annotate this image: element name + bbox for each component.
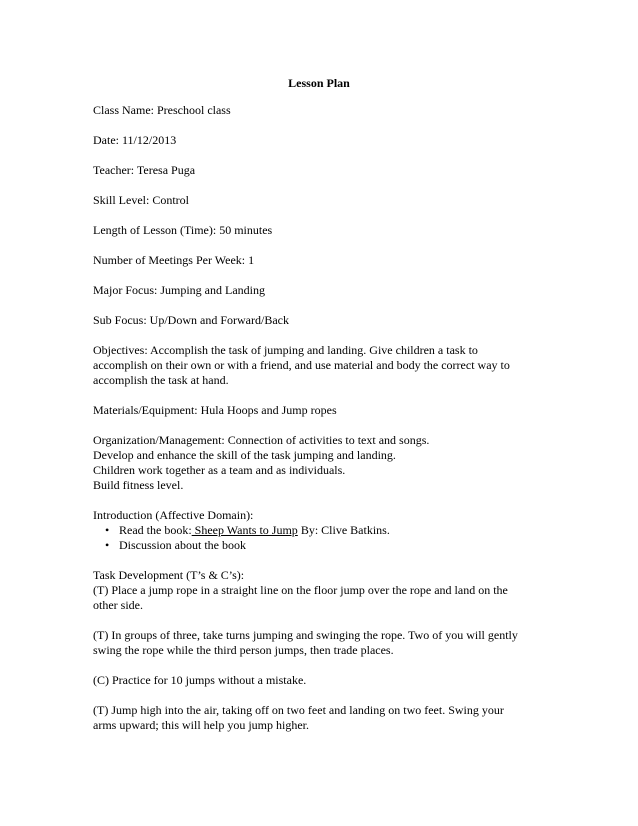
task-line: swing the rope while the third person jumps, then trade places. (93, 643, 394, 657)
bullet-icon: • (105, 538, 110, 552)
class-name-field: Class Name: Preschool class (93, 103, 231, 117)
task-paragraph (93, 703, 563, 733)
organization-line: Children work together as a team and as individuals. (93, 463, 346, 477)
task-line: (C) Practice for 10 jumps without a mistake. (93, 673, 307, 687)
task-development-heading: Task Development (T’s & C’s): (93, 568, 245, 582)
book-title: Sheep Wants to Jump (191, 523, 298, 537)
task-line: (T) In groups of three, take turns jumping and swinging the rope. Two of you will gently (93, 628, 518, 642)
task-line: other side. (93, 598, 143, 612)
read-book-text: Read the book: (119, 523, 192, 537)
organization-paragraph (93, 433, 563, 493)
document-body (93, 103, 563, 733)
materials-field: Materials/Equipment: Hula Hoops and Jump ropes (93, 403, 337, 417)
date-field: Date: 11/12/2013 (93, 133, 177, 147)
discussion-text: Discussion about the book (119, 538, 246, 552)
objectives-line: accomplish the task at hand. (93, 373, 229, 387)
organization-line: Organization/Management: Connection of activities to text and songs. (93, 433, 430, 447)
task-paragraph (93, 673, 563, 688)
objectives-paragraph (93, 343, 563, 388)
list-item (93, 523, 563, 538)
major-focus-field: Major Focus: Jumping and Landing (93, 283, 265, 297)
objectives-line: accomplish on their own or with a friend, and use material and body the correct way to (93, 358, 510, 372)
sub-focus-field: Sub Focus: Up/Down and Forward/Back (93, 313, 289, 327)
organization-line: Develop and enhance the skill of the task jumping and landing. (93, 448, 396, 462)
introduction-list (93, 523, 563, 553)
teacher-field: Teacher: Teresa Puga (93, 163, 196, 177)
task-paragraph (93, 628, 563, 658)
meetings-per-week-field: Number of Meetings Per Week: 1 (93, 253, 255, 267)
task-line: arms upward; this will help you jump higher. (93, 718, 309, 732)
introduction-section (93, 508, 563, 553)
list-item (93, 538, 563, 553)
document-title: Lesson Plan (288, 76, 350, 90)
bullet-icon: • (105, 523, 110, 537)
lesson-length-field: Length of Lesson (Time): 50 minutes (93, 223, 273, 237)
book-author: By: Clive Batkins. (297, 523, 390, 537)
skill-level-field: Skill Level: Control (93, 193, 189, 207)
organization-line: Build fitness level. (93, 478, 184, 492)
introduction-heading: Introduction (Affective Domain): (93, 508, 254, 522)
task-line: (T) Jump high into the air, taking off on two feet and landing on two feet. Swing your (93, 703, 504, 717)
objectives-line: Objectives: Accomplish the task of jumping and landing. Give children a task to (93, 343, 478, 357)
task-development-paragraph (93, 568, 563, 613)
task-line: (T) Place a jump rope in a straight line on the floor jump over the rope and land on the (93, 583, 508, 597)
